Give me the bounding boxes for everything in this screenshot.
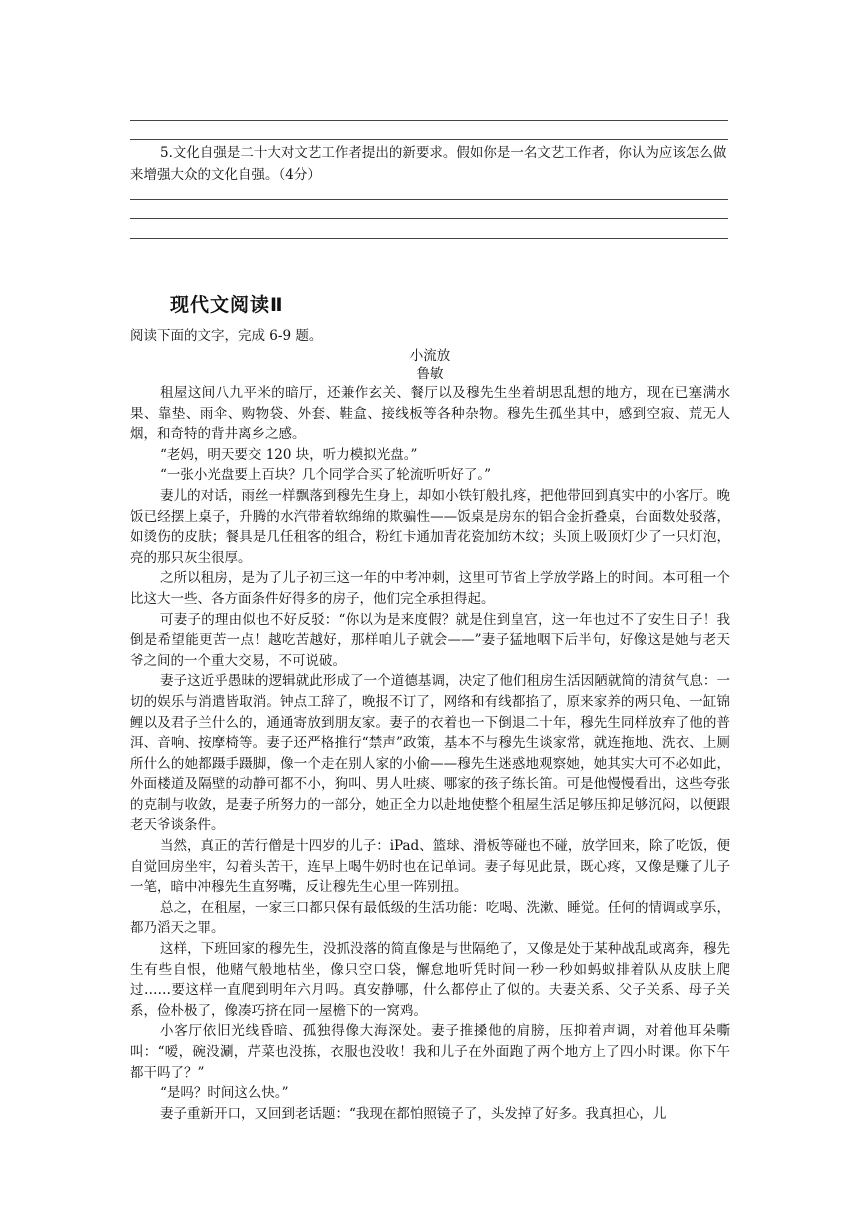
answer-line — [130, 139, 728, 140]
reading-instruction: 阅读下面的文字，完成 6-9 题。 — [130, 328, 323, 344]
story-paragraph: “老妈，明天要交 120 块，听力模拟光盘。” — [160, 446, 418, 463]
answer-line — [130, 218, 728, 219]
story-paragraph: 妻子这近乎愚昧的逻辑就此形成了一个道德基调，决定了他们租房生活因陋就简的清贫气息：一切的娱乐与消遣皆取消。钟点工辞了，晚报不订了，网络和有线都掐了，原来家养的两只龟、一缸锦鲤以及君子兰什么的，通通寄放到朋友家。妻子的衣着也一下倒退二十年，穆先生同样放弃了他的普洱、音响、按摩椅等。妻子还严格推行“禁声”政策，基本不与穆先生谈家常，就连拖地、洗衣、上厕所什么的她都蹑手蹑脚，像一个走在别人家的小偷——穆先生迷惑地观察她，她其实大可不必如此，外面楼道及隔壁的动静可都不小，狗叫、男人吐痰、哪家的孩子练长笛。可是他慢慢看出，这些夸张的克制与收敛，是妻子所努力的一部分，她正全力以赴地使整个租屋生活足够压抑足够沉闷，以便跟老天爷谈条件。 — [130, 673, 730, 834]
story-paragraph: 小客厅依旧光线昏暗、孤独得像大海深处。妻子推搡他的肩膀，压抑着声调，对着他耳朵嘶叫：“嗳，碗没涮，芹菜也没拣，衣服也没收！我和儿子在外面跑了两个地方上了四小时课。你下午都干吗了？” — [130, 1023, 730, 1081]
story-paragraph: 妻子重新开口，又回到老话题：“我现在都怕照镜子了，头发掉了好多。我真担心，儿 — [160, 1105, 667, 1122]
story-paragraph: “一张小光盘要上百块？几个同学合买了轮流听听好了。” — [160, 467, 492, 484]
section-title: 现代文阅读Ⅱ — [170, 294, 284, 316]
question-5 — [130, 142, 730, 186]
answer-line — [130, 120, 728, 121]
story-title: 小流放 — [409, 348, 451, 364]
answer-line — [130, 238, 728, 239]
story-paragraph: 之所以租房，是为了儿子初三这一年的中考冲刺，这里可节省上学放学路上的时间。本可租一个比这大一些、各方面条件好得多的房子，他们完全承担得起。 — [130, 570, 730, 607]
story-paragraph: 租屋这间八九平米的暗厅，还兼作玄关、餐厅以及穆先生坐着胡思乱想的地方，现在已塞满水果、靠垫、雨伞、购物袋、外套、鞋盒、接线板等各种杂物。穆先生孤坐其中，感到空寂、荒无人烟，和奇特的背井离乡之感。 — [130, 385, 730, 443]
question-5-text: 5.文化自强是二十大对文艺工作者提出的新要求。假如你是一名文艺工作者，你认为应该怎么做来增强大众的文化自强。（4分） — [130, 145, 727, 183]
story-paragraph: 可妻子的理由似也不好反驳：“你以为是来度假？就是住到皇宫，这一年也过不了安生日子！我倒是希望能更苦一点！越吃苦越好，那样咱儿子就会——”妻子猛地咽下后半句，好像这是她与老天爷之间的一个重大交易，不可说破。 — [130, 611, 730, 669]
story-body — [130, 383, 730, 1124]
story-paragraph: 当然，真正的苦行僧是十四岁的儿子：iPad、篮球、滑板等碰也不碰，放学回来，除了吃饭，便自觉回房坐牢，勾着头苦干，连早上喝牛奶时也在记单词。妻子每见此景，既心疼，又像是赚了儿子一笔，暗中冲穆先生直努嘴，反让穆先生心里一阵别扭。 — [130, 838, 730, 896]
story-paragraph: 妻儿的对话，雨丝一样飘落到穆先生身上，却如小铁钉般扎疼，把他带回到真实中的小客厅。晚饭已经摆上桌子，升腾的水汽带着软绵绵的欺骗性——饭桌是房东的铝合金折叠桌，台面数处驳落，如烫伤的皮肤；餐具是几任租客的组合，粉红卡通加青花瓷加纺木纹；头顶上吸顶灯少了一只灯泡，亮的那只灰尘很厚。 — [130, 487, 730, 566]
story-paragraph: “是吗？时间这么快。” — [160, 1085, 289, 1102]
story-paragraph: 总之，在租屋，一家三口都只保有最低级的生活功能：吃喝、洗漱、睡觉。任何的情调或享乐，都乃滔天之罪。 — [130, 899, 730, 937]
answer-line — [130, 199, 728, 200]
story-paragraph: 这样，下班回家的穆先生，没抓没落的简直像是与世隔绝了，又像是处于某种战乱或离奔，穆先生有些自恨，他赌气般地枯坐，像只空口袋，懈怠地听凭时间一秒一秒如蚂蚁排着队从皮肤上爬过……要这样一直爬到明年六月吗。真安静哪，什么都停止了似的。夫妻关系、父子关系、母子关系，俭朴极了，像凑巧挤在同一屋檐下的一窝鸡。 — [130, 941, 730, 1019]
story-author: 鲁敏 — [416, 366, 444, 382]
